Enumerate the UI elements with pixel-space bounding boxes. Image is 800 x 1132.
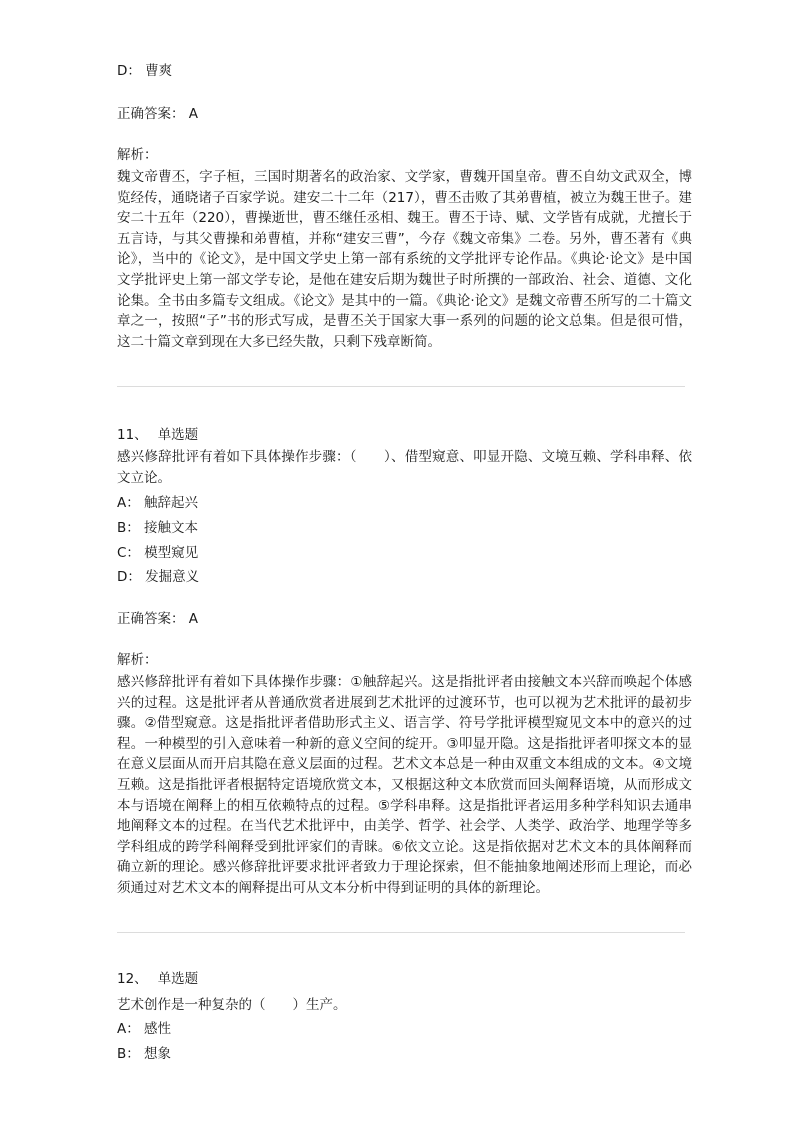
- question-title: [117, 970, 198, 988]
- question-number: 12、: [117, 971, 148, 987]
- question-type: 单选题: [157, 427, 199, 443]
- correct-answer: 正确答案： A: [117, 106, 199, 122]
- question-number: 11、: [117, 427, 148, 443]
- question-stem: 艺术创作是一种复杂的（ ）生产。: [117, 997, 347, 1013]
- question-title: [117, 426, 198, 444]
- analysis-label: 解析：: [117, 652, 158, 668]
- question-divider: [117, 386, 685, 387]
- analysis-label: 解析：: [117, 147, 158, 163]
- analysis-text: 感兴修辞批评有着如下具体操作步骤：①触辞起兴。这是指批评者由接触文本兴辞而唤起个体感兴的过程。这是批评者从普通欣赏者进展到艺术批评的过渡环节，也可以视为艺术批评的最初步骤。②借型窥意。这是指批评者借助形式主义、语言学、符号学批评模型窥见文本中的意兴的过程。一种模型的引入意味着一种新的意义空间的绽开。③叩显开隐。这是指批评者叩探文本的显在意义层面从而开启其隐在意义层面的过程。艺术文本总是一种由双重文本组成的文本。④文境互赖。这是指批评者根据特定语境欣赏文本，又根据这种文本欣赏而回头阐释语境，从而形成文本与语境在阐释上的相互依赖特点的过程。⑤学科串释。这是指批评者运用多种学科知识去通串地阐释文本的过程。在当代艺术批评中，由美学、哲学、社会学、人类学、政治学、地理学等多学科组成的跨学科阐释受到批评家们的青睐。⑥依文立论。这是指依据对艺术文本的具体阐释而确立新的理论。感兴修辞批评要求批评者致力于理论探索，但不能抽象地阐述形而上理论，而必须通过对艺术文本的阐释提出可从文本分析中得到证明的具体的新理论。: [117, 674, 692, 896]
- option-a: A： 触辞起兴: [117, 495, 199, 511]
- option-b: B： 接触文本: [117, 520, 199, 536]
- correct-answer: 正确答案： A: [117, 611, 199, 627]
- question-stem: 感兴修辞批评有着如下具体操作步骤：（ ）、借型窥意、叩显开隐、文境互赖、学科串释、依文立论。: [117, 449, 692, 486]
- option-b: B： 想象: [117, 1046, 172, 1062]
- option-d: D： 曹爽: [117, 63, 173, 79]
- question-divider: [117, 932, 685, 933]
- option-a: A： 感性: [117, 1021, 172, 1037]
- option-d: D： 发掘意义: [117, 569, 200, 585]
- analysis-text: 魏文帝曹丕，字子桓，三国时期著名的政治家、文学家，曹魏开国皇帝。曹丕自幼文武双全，博览经传，通晓诸子百家学说。建安二十二年（217），曹丕击败了其弟曹植，被立为魏王世子。建安二十五年（220），曹操逝世，曹丕继任丞相、魏王。曹丕于诗、赋、文学皆有成就，尤擅长于五言诗，与其父曹操和弟曹植，并称“建安三曹”，今存《魏文帝集》二卷。另外，曹丕著有《典论》，当中的《论文》，是中国文学史上第一部有系统的文学批评专论作品。《典论·论文》是中国文学批评史上第一部文学专论，是他在建安后期为魏世子时所撰的一部政治、社会、道德、文化论集。全书由多篇专文组成。《论文》是其中的一篇。《典论·论文》是魏文帝曹丕所写的二十篇文章之一，按照“子”书的形式写成，是曹丕关于国家大事一系列的问题的论文总集。但是很可惜，这二十篇文章到现在大多已经失散，只剩下残章断简。: [117, 169, 692, 350]
- option-c: C： 模型窥见: [117, 545, 199, 561]
- question-type: 单选题: [157, 971, 199, 987]
